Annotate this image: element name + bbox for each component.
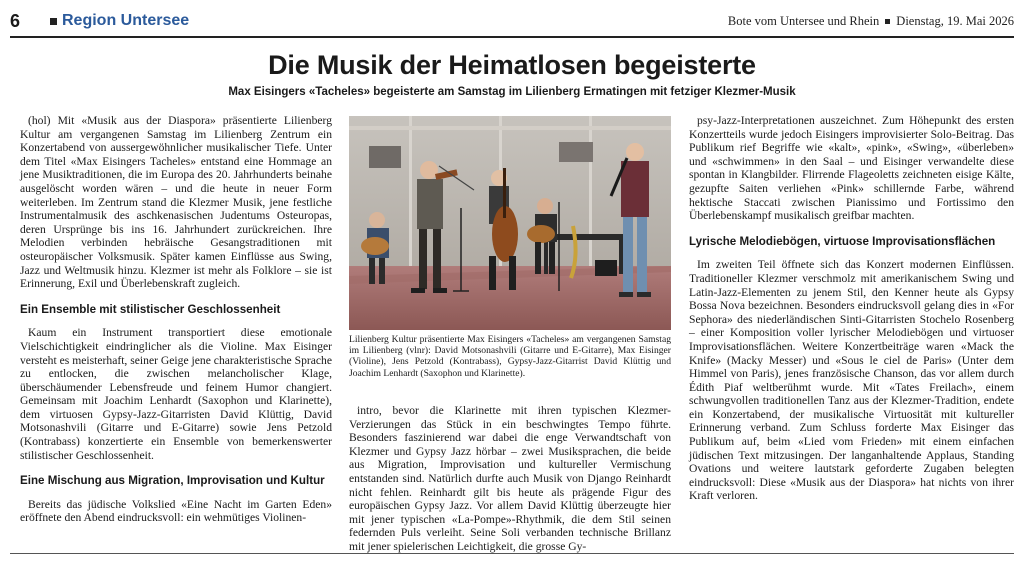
concert-photo [349, 116, 671, 330]
article-subhead: Max Eisingers «Tacheles» begeisterte am Samstag im Lilienberg Ermatingen mit fetziger Klezmer-Musik [228, 86, 796, 98]
page-number: 6 [10, 10, 21, 31]
footer-rule [10, 553, 1014, 554]
issue-date: Dienstag, 19. Mai 2026 [896, 13, 1014, 28]
page-header [10, 8, 1014, 34]
article-column-1 [20, 114, 332, 525]
section-label [50, 12, 189, 30]
paragraph: Bereits das jüdische Volkslied «Eine Nacht im Garten Eden» eröffnete den Abend eindrucksvoll: ein wehmütiges Violinen- [20, 497, 332, 525]
newspaper-name: Bote vom Untersee und Rhein [727, 13, 880, 28]
subheading: Eine Mischung aus Migration, Improvisation und Kultur [20, 474, 325, 488]
paragraph: Im zweiten Teil öffnete sich das Konzert modernen Einflüssen. Traditioneller Klezmer verschmolz mit amerikanischem Swing und Latin-Jazz-Elementen zu jenem Stil, den Kenner heute als Gypsy Bossa Nova bezeichnen. Besonders eindrucksvoll gelang dies in «For Sephora» des niederländischen Sinti-Gitarristen Stochelo Rosenberg – einer Komposition voller lyrischer Melodiebögen und virtuoser Improvisationsflächen. Weitere Konzertbeiträge waren «Mack the Knife» (Macky Messer) und «Sous le ciel de Paris» (Unter dem Himmel von Paris), jenes französische Chanson, das vor allem durch Édith Piaf weltberühmt wurde. Mit «Tates Freilach», einem schwungvollen traditionellen Tanz aus der Klezmer-Tradition, endete ein Konzertabend, der musikalische Virtuosität mit kultureller Erinnerung verband. Zum Schluss forderte Max Eisinger das Publikum auf, beim «Lied vom Frieden» mit einem einfachen jüdischen Text mitzusingen. Der langanhaltende Applaus, Standing Ovations und weitere lautstark geforderte Zugaben belegten eindrucksvoll: Diese «Musik aus der Diaspora» hat nichts von ihrer Kraft verloren. [689, 258, 1014, 503]
article-headline: Die Musik der Heimatlosen begeisterte [268, 50, 756, 80]
paragraph: (hol) Mit «Musik aus der Diaspora» präsentierte Lilienberg Kultur am vergangenen Samstag im Lilienberg Zentrum ein Konzertabend von aussergewöhnlicher musikalischer Tiefe. Unter dem Titel «Max Eisingers Tacheles» entstand eine Hommage an jene Musiktraditionen, die im Europa des 20. Jahrhunderts beinahe ausgelöscht worden wären – und die heute in neuer Form weiterleben. Im Zentrum stand die Klezmer Musik, jene festliche Instrumentalmusik des aschkenasischen Judentums Osteuropas, deren Ursprünge bis ins 16. Jahrhundert zurückreichen. Ihre Melodien verbinden hebräische Gesangstraditionen mit osteuropäischer Volksmusik. Später kamen Einflüsse aus Swing, Jazz und Weltmusik hinzu. Klezmer ist mehr als Folklore – sie ist Erinnerung, Exil und Überlebenskraft zugleich. [20, 114, 332, 291]
paragraph: intro, bevor die Klarinette mit ihren typischen Klezmer-Verzierungen das Stück in ein beschwingtes Tempo führte. Besonders faszinierend war dabei die enge Verwandtschaft von Klezmer und Gypsy Jazz hörbar – zwei Musiksprachen, die beide aus Migration, Improvisation und kultureller Vermischung entstanden sind. Natürlich durfte auch Musik von Django Reinhardt nicht fehlen. Reinhardt gilt bis heute als prägende Figur des europäischen Gypsy Jazz. Vor allem David Klüttig überzeugte hier mit jener typischen «La-Pompe»-Rhythmik, die dem Stil seinen federnden Puls verleiht. Seine Soli verbanden technische Brillanz mit jener spielerischen Leichtigkeit, die grosse Gy- [349, 404, 671, 553]
header-rule [10, 36, 1014, 38]
separator-square-icon [885, 19, 890, 24]
paragraph: Kaum ein Instrument transportiert diese emotionale Vielschichtigkeit eindringlicher als die Violine. Max Eisinger versteht es meisterhaft, seiner Geige jene charakteristische Sprache zu entlocken, die zwischen melancholischer Klage, überschäumender Lebensfreude und feinem Humor changiert. Gemeinsam mit Joachim Lenhardt (Saxophon und Klarinette), dem virtuosen Gypsy-Jazz-Gitarristen David Klüttig, David Motsonashvili (Gitarre und E-Gitarre) sowie Jens Petzold (Kontrabass) konzertierte ein Ensemble von bemerkenswerter stilistischer Geschlossenheit. [20, 326, 332, 462]
article-column-2 [349, 404, 671, 554]
subheading: Lyrische Melodiebögen, virtuose Improvisationsflächen [689, 234, 996, 248]
masthead-info [728, 14, 1014, 29]
paragraph: psy-Jazz-Interpretationen auszeichnet. Zum Höhepunkt des ersten Konzertteils wurde jedoch Eisingers improvisierter Solo-Beitrag. Das Publikum rief Begriffe wie «kalt», «pink», «Swing», «überleben» und «schwimmen» in den Saal – und Eisinger verwandelte diese spontan in Klangbilder. Flirrende Flageoletts zeichneten eisige Kälte, gezupfte Saiten verliehen «Pink» schillernde Farbe, während hektische Staccati zwischen Pianissimo und Fortissimo den Überlebenskampf musikalisch greifbar machten. [689, 114, 1014, 223]
subheading: Ein Ensemble mit stilistischer Geschlossenheit [20, 302, 281, 316]
photo-caption: Lilienberg Kultur präsentierte Max Eisingers «Tacheles» am vergangenen Samstag im Lilienberg (vlnr): David Motsonashvili (Gitarre und E-Gitarre), Max Eisinger (Violine), Jens Petzold (Kontrabass), Gypsy-Jazz-Gitarrist David Klüttig und Joachim Lenhardt (Saxophon und Klarinette). [349, 334, 671, 379]
article-column-3 [689, 114, 1014, 503]
section-square-icon [50, 18, 57, 25]
section-title: Region Untersee [62, 12, 190, 29]
